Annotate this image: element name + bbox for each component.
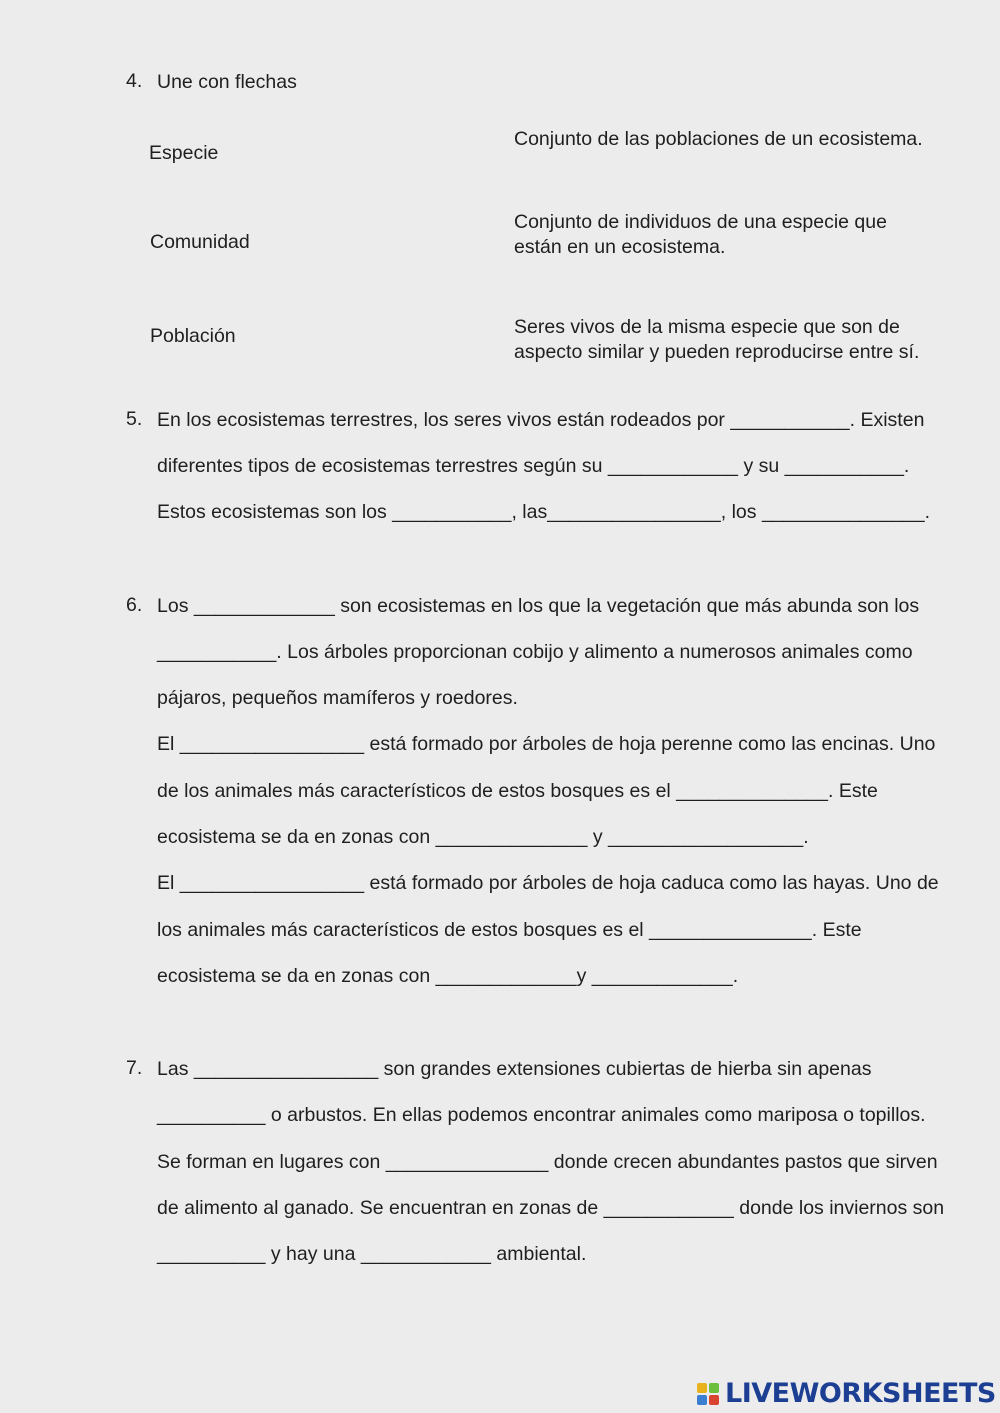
match-left-poblacion[interactable]: Población [150, 325, 236, 347]
match-right-1[interactable] [514, 127, 923, 152]
logo-square-2 [709, 1383, 719, 1393]
match-left-especie[interactable]: Especie [149, 142, 219, 164]
match-right-2-line-2: están en un ecosistema. [514, 236, 726, 258]
match-left-comunidad[interactable]: Comunidad [150, 231, 250, 253]
match-right-2-line-1: Conjunto de individuos de una especie que [514, 211, 887, 233]
q6-line-7: El _________________ está formado por árboles de hoja caduca como las hayas. Uno de [157, 872, 939, 894]
q4-title: Une con flechas [157, 71, 297, 93]
q5-line-2: diferentes tipos de ecosistemas terrestres según su ____________ y su ___________. [157, 455, 910, 477]
liveworksheets-logo[interactable] [697, 1378, 996, 1409]
match-right-2[interactable] [514, 210, 887, 260]
q5-number: 5. [126, 408, 143, 430]
logo-square-4 [709, 1395, 719, 1405]
logo-square-1 [697, 1383, 707, 1393]
q7-line-2: __________ o arbustos. En ellas podemos encontrar animales como mariposa o topillos. [157, 1104, 926, 1126]
q6-number: 6. [126, 594, 143, 616]
q6-line-9: ecosistema se da en zonas con _____________y _____________. [157, 965, 739, 987]
logo-square-3 [697, 1395, 707, 1405]
q6-line-6: ecosistema se da en zonas con ______________ y __________________. [157, 826, 809, 848]
q6-line-1: Los _____________ son ecosistemas en los que la vegetación que más abunda son los [157, 595, 920, 617]
match-right-3[interactable] [514, 315, 919, 365]
q7-number: 7. [126, 1057, 143, 1079]
q4-number: 4. [126, 70, 143, 92]
q7-line-1: Las _________________ son grandes extensiones cubiertas de hierba sin apenas [157, 1058, 872, 1080]
q5-line-3: Estos ecosistemas son los ___________, las________________, los _______________. [157, 501, 931, 523]
q6-line-2: ___________. Los árboles proporcionan cobijo y alimento a numerosos animales como [157, 641, 913, 663]
q7-line-5: __________ y hay una ____________ ambiental. [157, 1243, 587, 1265]
q6-line-8: los animales más característicos de estos bosques es el _______________. Este [157, 919, 862, 941]
q5-line-1: En los ecosistemas terrestres, los seres vivos están rodeados por ___________. Existen [157, 409, 925, 431]
match-right-3-line-1: Seres vivos de la misma especie que son de [514, 316, 900, 338]
liveworksheets-logo-icon [697, 1383, 719, 1405]
match-right-3-line-2: aspecto similar y pueden reproducirse entre sí. [514, 341, 920, 363]
q6-line-3: pájaros, pequeños mamíferos y roedores. [157, 687, 518, 709]
q6-line-4: El _________________ está formado por árboles de hoja perenne como las encinas. Uno [157, 733, 936, 755]
liveworksheets-logo-text: LIVEWORKSHEETS [725, 1378, 996, 1409]
q7-line-3: Se forman en lugares con _______________ donde crecen abundantes pastos que sirven [157, 1151, 938, 1173]
q6-line-5: de los animales más característicos de estos bosques es el ______________. Este [157, 780, 878, 802]
match-right-1-line-1: Conjunto de las poblaciones de un ecosistema. [514, 128, 923, 150]
q7-line-4: de alimento al ganado. Se encuentran en zonas de ____________ donde los inviernos son [157, 1197, 945, 1219]
